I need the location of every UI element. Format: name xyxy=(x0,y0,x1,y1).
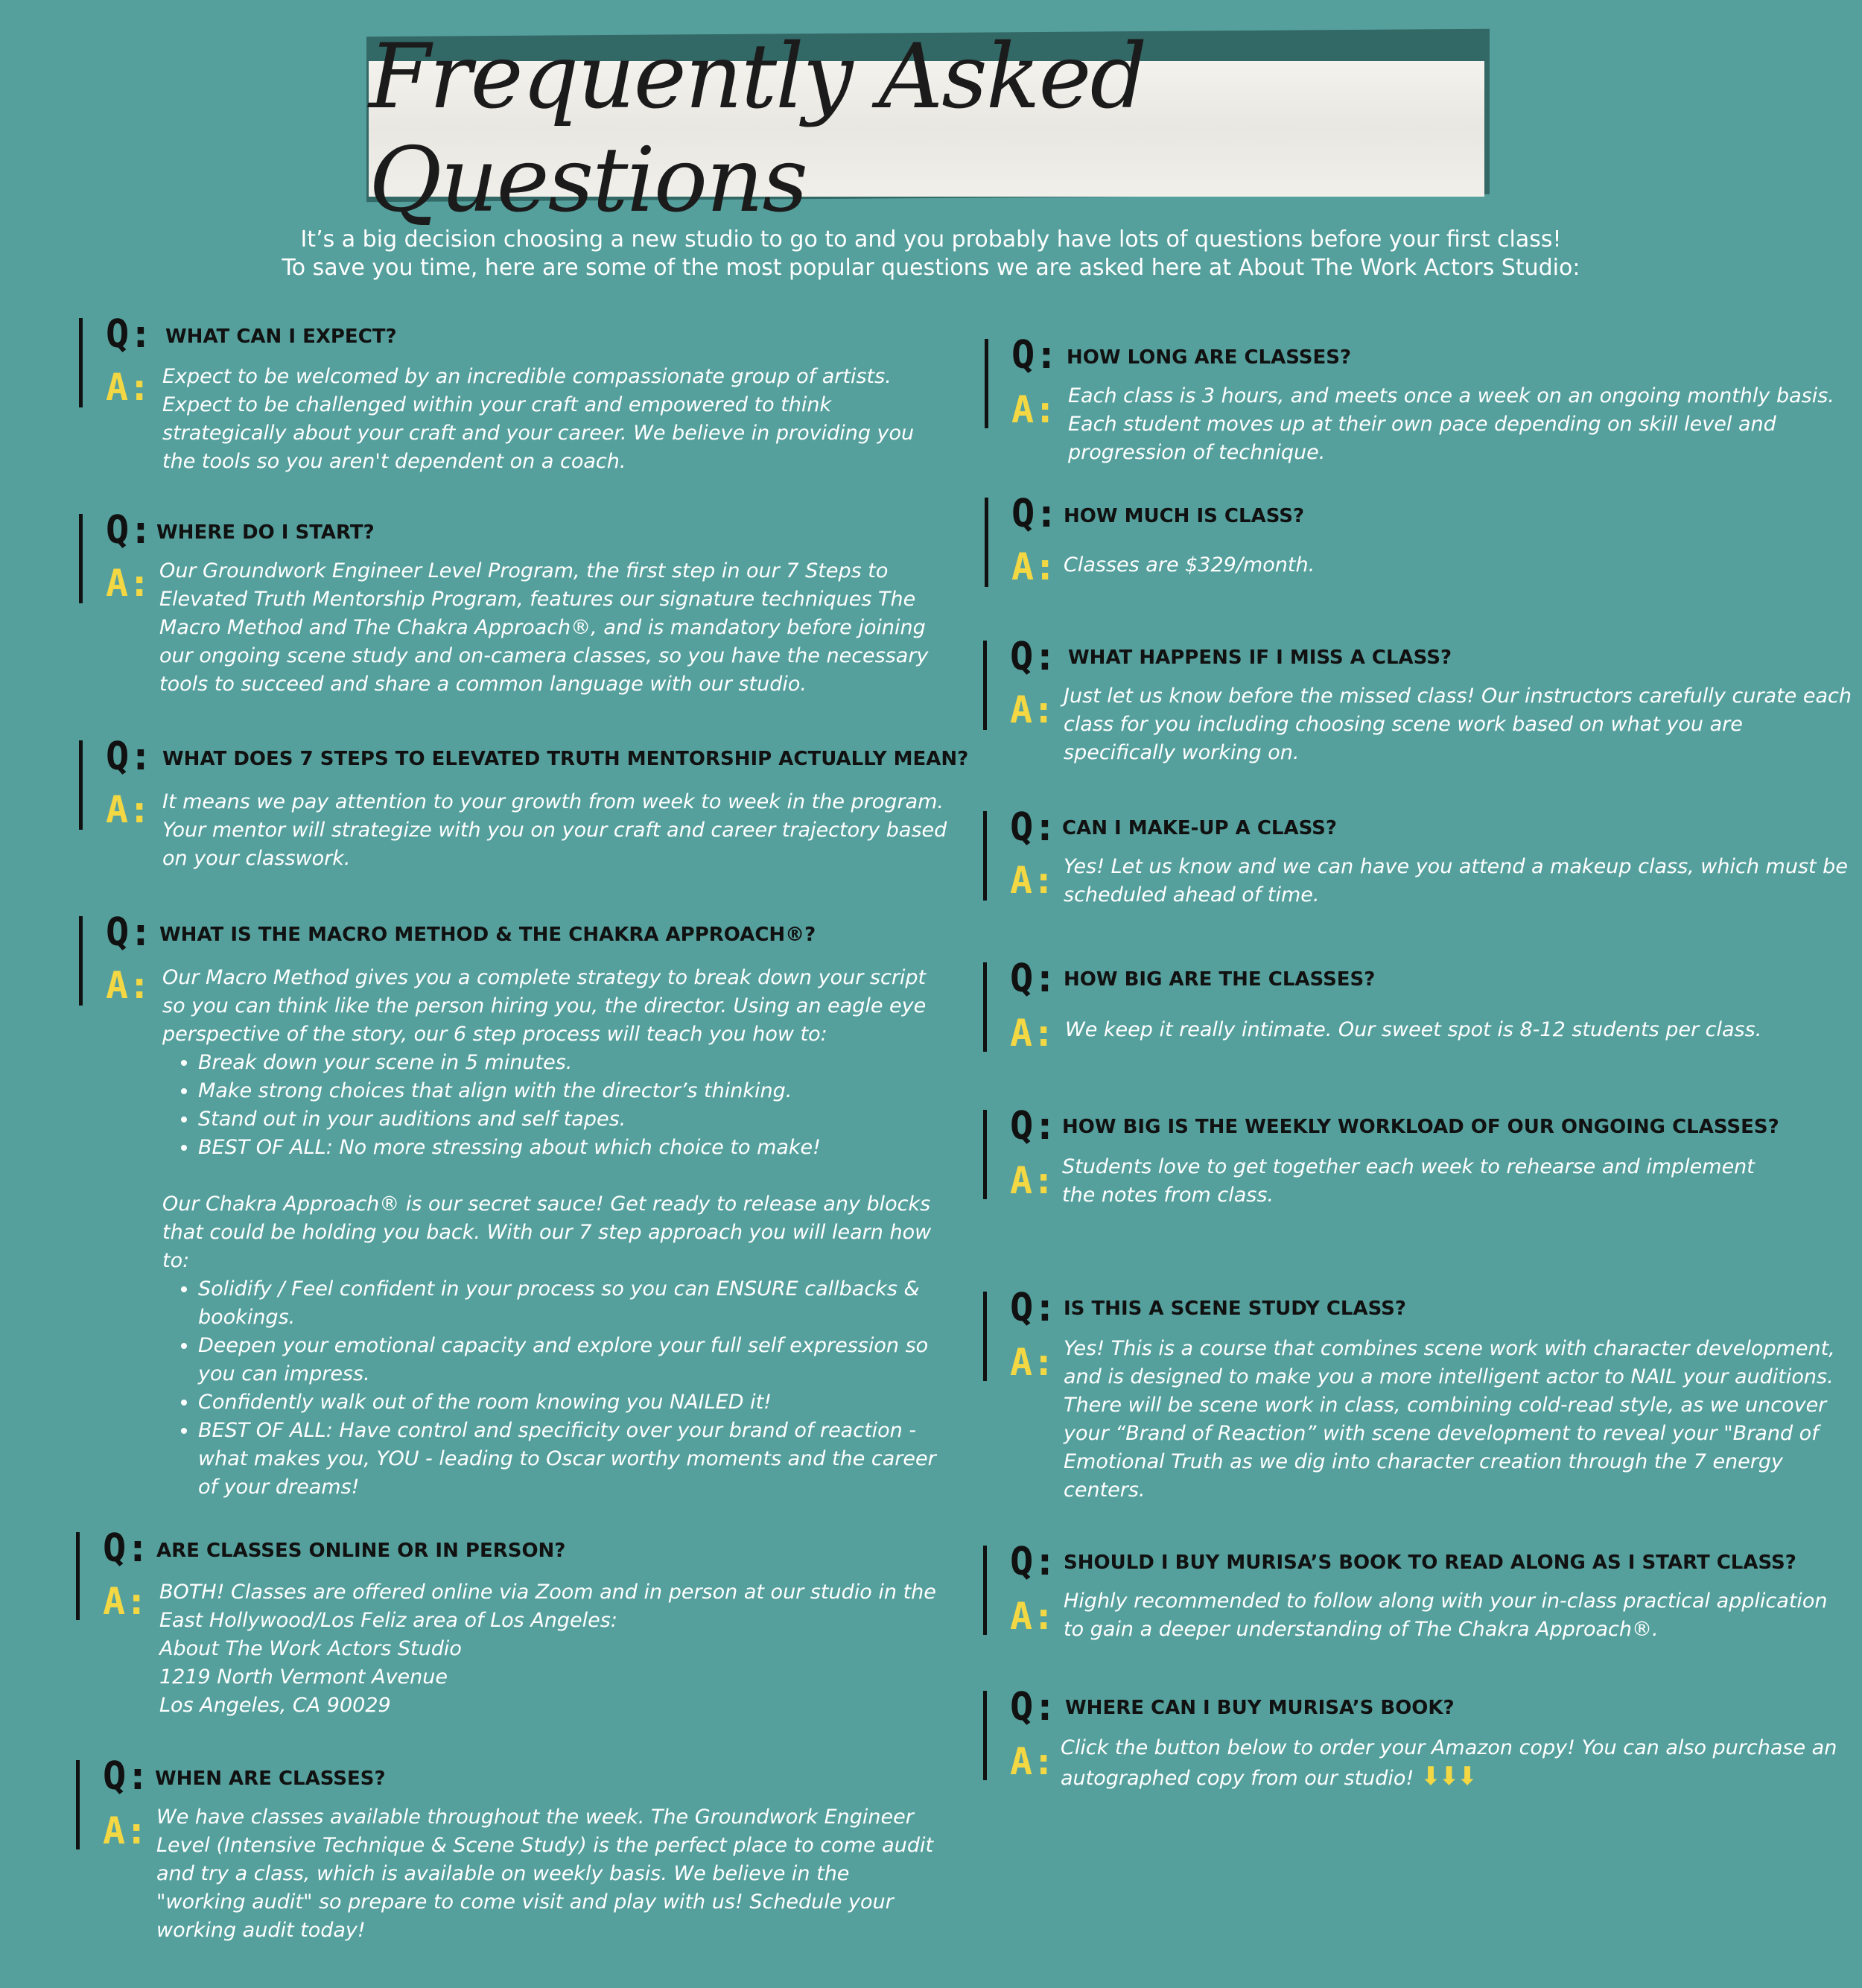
question-text: SHOULD I BUY MURISA’S BOOK TO READ ALONG AS I START CLASS? xyxy=(1064,1552,1796,1574)
bullet-item: • Confidently walk out of the room knowing you NAILED it! xyxy=(198,1388,936,1417)
answer-line: on your classwork. xyxy=(162,847,351,870)
answer-line: Los Angeles, CA 90029 xyxy=(159,1694,391,1717)
question-text: IS THIS A SCENE STUDY CLASS? xyxy=(1064,1298,1406,1320)
divider-bar xyxy=(985,498,988,587)
bullet-item: • Solidify / Feel confident in your process so you can ENSURE callbacks & bookings. xyxy=(198,1275,936,1332)
question-text: WHAT HAPPENS IF I MISS A CLASS? xyxy=(1068,647,1452,669)
answer-marker: A: xyxy=(106,788,151,831)
divider-bar xyxy=(79,318,83,407)
intro xyxy=(0,226,1862,282)
question-text: HOW BIG IS THE WEEKLY WORKLOAD OF OUR ONGOING CLASSES? xyxy=(1062,1116,1779,1138)
answer-text xyxy=(162,363,914,476)
answer-marker: A: xyxy=(1011,388,1057,431)
question-text: ARE CLASSES ONLINE OR IN PERSON? xyxy=(156,1540,566,1562)
question-text: WHERE DO I START? xyxy=(156,521,375,544)
answer-marker: A: xyxy=(106,366,151,409)
question-marker: Q: xyxy=(106,508,153,553)
answer-line: strategically about your craft and your career. We believe in providing you xyxy=(162,422,915,445)
answer-marker: A: xyxy=(1010,1740,1055,1783)
answer-line: 1219 North Vermont Avenue xyxy=(159,1665,448,1689)
bullet-list xyxy=(162,1275,936,1502)
question-text: WHEN ARE CLASSES? xyxy=(155,1768,386,1790)
answer-line: Emotional Truth as we dig into character creation through the 7 energy xyxy=(1064,1450,1784,1473)
question-text: HOW MUCH IS CLASS? xyxy=(1064,505,1305,527)
page-title: Frequently Asked Questions xyxy=(369,25,1146,232)
answer-line: Yes! This is a course that combines scene work with character development, xyxy=(1064,1337,1835,1360)
answer-line: that could be holding you back. With our 7 step approach you will learn how xyxy=(162,1221,932,1244)
bullet-item: • Deepen your emotional capacity and explore your full self expression so you can impress. xyxy=(198,1332,936,1388)
answer-text xyxy=(1068,382,1834,467)
bullet-list xyxy=(162,1049,936,1162)
question-marker: Q: xyxy=(1010,1104,1057,1149)
answer-text xyxy=(159,1578,936,1720)
answer-line: Macro Method and The Chakra Approach®, and is mandatory before joining xyxy=(159,616,926,639)
answer-line: Classes are $329/month. xyxy=(1064,553,1315,577)
question-text: WHERE CAN I BUY MURISA’S BOOK? xyxy=(1065,1697,1455,1719)
answer-line: We have classes available throughout the week. The Groundwork Engineer xyxy=(156,1806,914,1829)
divider-bar xyxy=(983,1110,987,1199)
question-marker: Q: xyxy=(1010,956,1057,1001)
answer-line: It means we pay attention to your growth from week to week in the program. xyxy=(162,790,944,813)
divider-bar xyxy=(983,811,987,901)
divider-bar xyxy=(983,1292,987,1381)
divider-bar xyxy=(983,1546,987,1635)
question-marker: Q: xyxy=(103,1526,150,1571)
question-marker: Q: xyxy=(1010,1685,1057,1730)
question-text: WHAT IS THE MACRO METHOD & THE CHAKRA APPROACH®? xyxy=(159,924,816,946)
answer-text xyxy=(156,1803,933,1945)
answer-line: Students love to get together each week to rehearse and implement xyxy=(1062,1155,1755,1178)
divider-bar xyxy=(985,339,988,428)
answer-line: our ongoing scene study and on-camera classes, so you have the necessary xyxy=(159,644,929,667)
question-marker: Q: xyxy=(1010,1540,1057,1584)
answer-line: Just let us know before the missed class! Our instructors carefully curate each xyxy=(1064,685,1852,708)
answer-text xyxy=(1064,682,1852,767)
answer-line: to gain a deeper understanding of The Chakra Approach®. xyxy=(1064,1618,1659,1641)
answer-marker: A: xyxy=(106,964,151,1007)
divider-bar xyxy=(983,962,987,1052)
answer-line: centers. xyxy=(1064,1479,1146,1502)
question-text: HOW BIG ARE THE CLASSES? xyxy=(1064,968,1376,991)
question-marker: Q: xyxy=(1011,333,1058,378)
answer-line: autographed copy from our studio! ⬇⬇⬇ xyxy=(1061,1762,1475,1791)
answer-line: Expect to be challenged within your craft and empowered to think xyxy=(162,393,832,416)
answer-line: Our Chakra Approach® is our secret sauce! Get ready to release any blocks xyxy=(162,1193,931,1216)
answer-line: Your mentor will strategize with you on your craft and career trajectory based xyxy=(162,819,947,842)
answer-text xyxy=(162,788,947,873)
answer-text xyxy=(159,557,928,699)
bullet-item: • Break down your scene in 5 minutes. xyxy=(198,1049,936,1077)
answer-line: perspective of the story, our 6 step process will teach you how to: xyxy=(162,1023,827,1046)
answer-text xyxy=(1061,1734,1837,1793)
answer-marker: A: xyxy=(1010,688,1055,731)
question-text: WHAT DOES 7 STEPS TO ELEVATED TRUTH MENTORSHIP ACTUALLY MEAN? xyxy=(162,748,969,770)
answer-line: There will be scene work in class, combining cold-read style, as we uncover xyxy=(1064,1394,1827,1417)
bullet-item: • Stand out in your auditions and self tapes. xyxy=(198,1105,936,1134)
question-text: WHAT CAN I EXPECT? xyxy=(165,325,397,348)
answer-marker: A: xyxy=(1010,1595,1055,1638)
answer-text xyxy=(1064,1587,1828,1644)
answer-text xyxy=(1065,1016,1761,1044)
answer-line: Expect to be welcomed by an incredible compassionate group of artists. xyxy=(162,365,892,388)
answer-line: Yes! Let us know and we can have you attend a makeup class, which must be xyxy=(1064,855,1848,878)
question-marker: Q: xyxy=(1010,805,1057,850)
bullet-item: • BEST OF ALL: Have control and specificity over your brand of reaction - what makes you, YOU - leading to Oscar worthy moments and the career of your dreams! xyxy=(198,1417,936,1502)
question-marker: Q: xyxy=(106,734,153,779)
intro-line: It’s a big decision choosing a new studio to go to and you probably have lots of questions before your first class! xyxy=(300,226,1562,253)
answer-text xyxy=(1064,551,1315,579)
question-marker: Q: xyxy=(106,312,153,357)
down-arrows-icon: ⬇⬇⬇ xyxy=(1420,1762,1475,1791)
answer-line: to: xyxy=(162,1249,190,1272)
answer-line: Highly recommended to follow along with your in-class practical application xyxy=(1064,1590,1828,1613)
intro-line: To save you time, here are some of the most popular questions we are asked here at About The Work Actors Studio: xyxy=(282,255,1580,281)
answer-line: Elevated Truth Mentorship Program, features our signature techniques The xyxy=(159,588,916,611)
answer-line: Our Macro Method gives you a complete strategy to break down your script xyxy=(162,966,927,989)
divider-bar xyxy=(79,740,83,830)
answer-line: Each class is 3 hours, and meets once a week on an ongoing monthly basis. xyxy=(1068,384,1834,407)
question-marker: Q: xyxy=(1010,1286,1057,1330)
bullet-item: • Make strong choices that align with the director’s thinking. xyxy=(198,1077,936,1105)
answer-line: Level (Intensive Technique & Scene Study) is the perfect place to come audit xyxy=(156,1834,934,1857)
answer-line: Click the button below to order your Amazon copy! You can also purchase an xyxy=(1061,1736,1837,1759)
answer-line: and try a class, which is available on weekly basis. We believe in the xyxy=(156,1862,850,1885)
answer-marker: A: xyxy=(106,562,151,605)
answer-marker: A: xyxy=(1011,545,1057,588)
answer-line: the tools so you aren't dependent on a coach. xyxy=(162,450,626,473)
answer-marker: A: xyxy=(1010,1159,1055,1202)
answer-line: the notes from class. xyxy=(1062,1184,1274,1207)
answer-line: BOTH! Classes are offered online via Zoom and in person at our studio in the xyxy=(159,1581,936,1604)
answer-line: so you can think like the person hiring you, the director. Using an eagle eye xyxy=(162,994,927,1017)
answer-line: scheduled ahead of time. xyxy=(1064,883,1320,906)
answer-line: tools to succeed and share a common language with our studio. xyxy=(159,673,807,696)
answer-line: working audit today! xyxy=(156,1919,366,1942)
question-marker: Q: xyxy=(1010,635,1057,679)
question-marker: Q: xyxy=(1011,492,1058,536)
answer-line: About The Work Actors Studio xyxy=(159,1637,462,1660)
answer-line: your “Brand of Reaction” with scene development to reveal your "Brand of xyxy=(1064,1422,1819,1445)
answer-line: Each student moves up at their own pace depending on skill level and xyxy=(1068,413,1776,436)
answer-line: and is designed to make you a more intelligent actor to NAIL your auditions. xyxy=(1064,1365,1834,1388)
question-marker: Q: xyxy=(103,1754,150,1799)
answer-marker: A: xyxy=(103,1809,148,1852)
divider-bar xyxy=(79,514,83,603)
answer-text xyxy=(162,964,936,1502)
answer-marker: A: xyxy=(1010,859,1055,902)
title-banner xyxy=(369,25,1484,232)
answer-marker: A: xyxy=(103,1580,148,1623)
answer-line: We keep it really intimate. Our sweet spot is 8-12 students per class. xyxy=(1065,1018,1762,1041)
divider-bar xyxy=(983,641,987,730)
answer-line: progression of technique. xyxy=(1068,441,1326,464)
answer-text xyxy=(1064,1335,1835,1505)
bullet-item: • BEST OF ALL: No more stressing about which choice to make! xyxy=(198,1134,936,1162)
answer-line: class for you including choosing scene work based on what you are xyxy=(1064,713,1743,736)
answer-line: East Hollywood/Los Feliz area of Los Angeles: xyxy=(159,1609,617,1632)
answer-text xyxy=(1064,853,1848,909)
answer-marker: A: xyxy=(1010,1341,1055,1384)
answer-marker: A: xyxy=(1010,1012,1055,1055)
question-text: HOW LONG ARE CLASSES? xyxy=(1067,346,1352,369)
divider-bar xyxy=(79,916,83,1006)
answer-line: Our Groundwork Engineer Level Program, the first step in our 7 Steps to xyxy=(159,559,889,582)
divider-bar xyxy=(983,1691,987,1780)
divider-bar xyxy=(76,1532,80,1620)
answer-line: "working audit" so prepare to come visit and play with us! Schedule your xyxy=(156,1890,894,1914)
divider-bar xyxy=(76,1760,80,1849)
answer-text xyxy=(1062,1153,1755,1210)
question-marker: Q: xyxy=(106,910,153,955)
answer-line: specifically working on. xyxy=(1064,741,1300,764)
question-text: CAN I MAKE-UP A CLASS? xyxy=(1062,817,1337,839)
